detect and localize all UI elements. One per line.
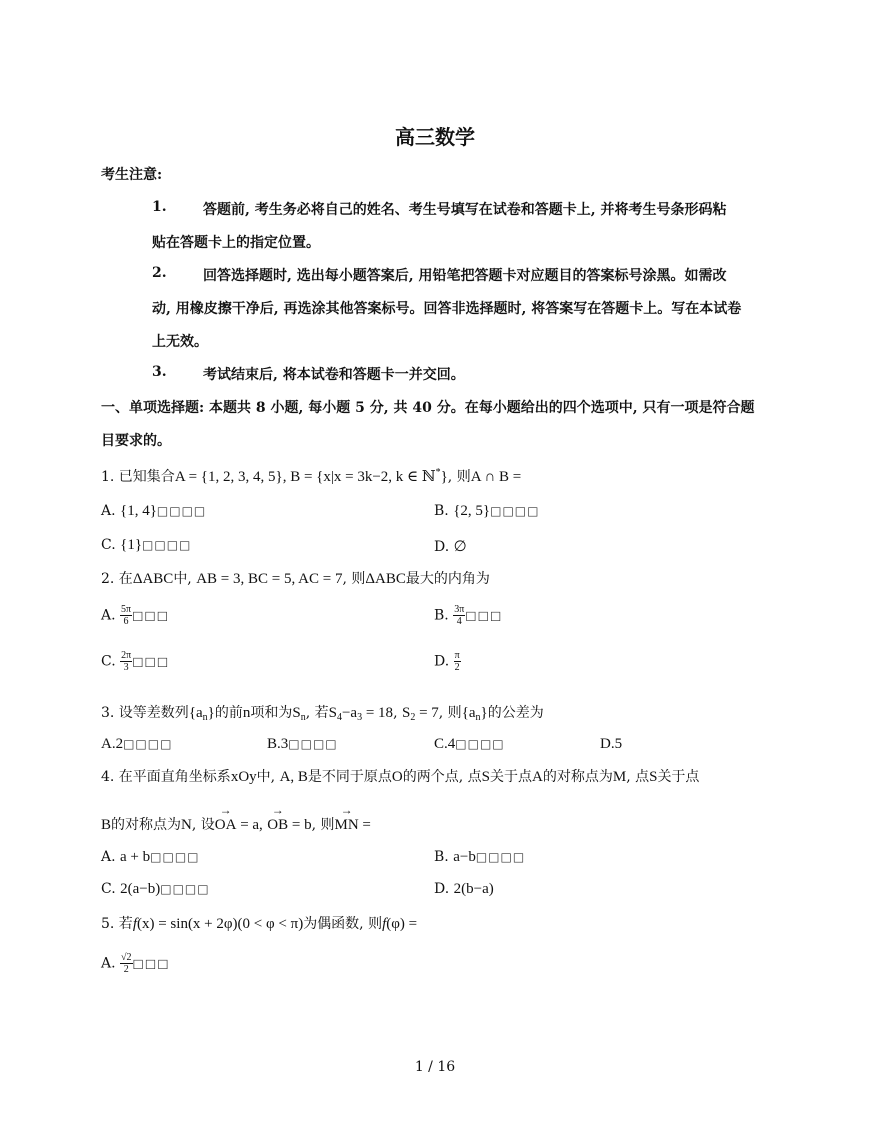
question-4-text: , 设 — [191, 817, 215, 833]
q3-option-c — [434, 736, 505, 753]
q1-option-d — [434, 537, 467, 556]
sequence-close: } — [480, 705, 488, 721]
notice-item-2-number: 2. — [152, 265, 167, 281]
notice-item-1-number: 1. — [152, 199, 167, 215]
option-value: ∅ — [453, 539, 467, 555]
notice-item-3-number: 3. — [152, 364, 167, 380]
fraction — [453, 604, 465, 627]
denominator: 2 — [123, 964, 129, 975]
placeholder-boxes: □□□□ — [455, 737, 505, 751]
section-1-heading-line-2: 目要求的。 — [101, 433, 171, 449]
question-5 — [101, 913, 417, 933]
set-b: , B = {x|x = 3k−2, k ∈ ℕ — [282, 469, 436, 485]
notice-item-1-line-2: 贴在答题卡上的指定位置。 — [152, 235, 320, 251]
q1-option-c — [101, 537, 191, 554]
condition-2: = 7 — [415, 705, 439, 721]
point-s: S — [649, 769, 658, 785]
question-1 — [101, 466, 521, 486]
option-label: A. — [101, 849, 116, 865]
denominator: 2 — [454, 662, 460, 673]
notice-item-2-line-1: 回答选择题时, 选出每小题答案后, 用铅笔把答题卡对应题目的答案标号涂黑。如需改 — [203, 268, 727, 284]
page-number: 1 / 16 — [414, 1059, 456, 1075]
question-2-prefix: 2. 在 — [101, 571, 133, 587]
placeholder-boxes: □□□□ — [288, 737, 338, 751]
q4-option-a — [101, 849, 200, 866]
option-label: A. — [101, 503, 116, 519]
question-1-then: , 则 — [447, 469, 471, 485]
subscript: 4 — [336, 712, 342, 723]
sum-symbol: S — [292, 705, 301, 721]
q2-option-b — [434, 604, 502, 627]
q1-option-b — [434, 503, 539, 520]
points-a-b: A, B — [279, 769, 308, 785]
option-value: 2(a−b) — [120, 881, 161, 897]
q3-option-d — [600, 736, 622, 753]
variable-n: n — [242, 705, 251, 721]
fraction — [120, 952, 133, 975]
option-value: C.4 — [434, 736, 456, 752]
function-f: f — [382, 916, 387, 932]
numerator: 2π — [121, 650, 132, 661]
question-5-prefix: 5. 若 — [101, 916, 133, 932]
q3-option-a — [101, 736, 172, 753]
option-label: D. — [434, 653, 450, 670]
option-value: a + b — [120, 849, 151, 865]
option-label: B. — [434, 849, 449, 865]
question-4-text: 的两个点, 点 — [402, 769, 482, 785]
option-value: A.2 — [101, 736, 124, 752]
triangle-name: ΔABC — [365, 571, 406, 587]
question-3-prefix: 3. 设等差数列 — [101, 705, 189, 721]
option-value: 2(b−a) — [453, 881, 494, 897]
placeholder-boxes: □□□□ — [490, 504, 540, 518]
fraction — [454, 650, 461, 673]
denominator: 3 — [123, 662, 129, 673]
set-a: A = {1, 2, 3, 4, 5} — [174, 469, 283, 485]
placeholder-boxes: □□□□ — [475, 850, 526, 864]
option-value: {2, 5} — [453, 503, 491, 519]
sequence-subscript: n — [475, 712, 481, 723]
placeholder-boxes: □□□ — [132, 956, 170, 971]
condition-1: S — [328, 705, 337, 721]
numerator: 5π — [121, 604, 132, 615]
condition-1: = 18 — [362, 705, 394, 721]
function-expr: (φ) = — [386, 916, 418, 932]
option-value: {1} — [120, 537, 143, 553]
option-label: C. — [101, 653, 116, 670]
point-a: A — [532, 769, 543, 785]
question-4-then: , 则 — [311, 817, 335, 833]
vector-ob: → OB — [267, 817, 288, 834]
question-4-text: 的对称点为 — [542, 769, 613, 785]
function-expr: (x) = sin(x + 2φ)(0 < φ < π) — [136, 916, 304, 932]
question-4-text: , 点 — [626, 769, 650, 785]
question-3-text: 项和为 — [250, 705, 293, 721]
option-label: C. — [101, 537, 116, 553]
question-2-then: , 则 — [342, 571, 366, 587]
question-3-then: , 则 — [438, 705, 462, 721]
coordinate-system: xOy — [230, 769, 257, 785]
numerator: √2 — [121, 952, 132, 963]
question-4-text: 关于点 — [490, 769, 532, 785]
question-4-line-1 — [101, 766, 699, 786]
vector-eq: = b — [288, 817, 312, 833]
point-b: B — [101, 817, 112, 833]
question-4-text: 中, — [256, 769, 276, 785]
option-label: A. — [101, 955, 116, 972]
question-4-line-2 — [101, 814, 371, 834]
option-label: A. — [101, 607, 116, 624]
condition-1: −a — [341, 705, 358, 721]
fraction — [120, 604, 132, 627]
sequence-close: } — [207, 705, 215, 721]
point-s: S — [481, 769, 490, 785]
question-5-text: 为偶函数, 则 — [303, 916, 383, 932]
notice-item-3-line-1: 考试结束后, 将本试卷和答题卡一并交回。 — [203, 367, 465, 383]
condition-2: S — [401, 705, 411, 721]
option-value: D.5 — [600, 736, 623, 752]
placeholder-boxes: □□□ — [132, 608, 170, 623]
placeholder-boxes: □□□□ — [160, 882, 210, 896]
notice-item-1-line-1: 答题前, 考生务必将自己的姓名、考生号填写在试卷和答题卡上, 并将考生号条形码粘 — [203, 202, 727, 218]
option-value: {1, 4} — [120, 503, 157, 519]
placeholder-boxes: □□□ — [465, 608, 503, 623]
option-label: D. — [434, 539, 450, 555]
section-1-heading-line-1: 一、单项选择题: 本题共 8 小题, 每小题 5 分, 共 40 分。在每小题给出的四个选项中, 只有一项是符合题 — [101, 400, 755, 416]
sequence-open: {a — [461, 705, 476, 721]
vector-eq: = a, — [236, 817, 263, 833]
q4-option-c — [101, 881, 210, 898]
sequence-open: {a — [188, 705, 203, 721]
question-3-suffix: 的公差为 — [487, 705, 544, 721]
question-4-prefix: 4. 在平面直角坐标系 — [101, 769, 231, 785]
placeholder-boxes: □□□□ — [150, 850, 200, 864]
q2-option-c — [101, 650, 169, 673]
question-2-suffix: 最大的内角为 — [405, 571, 490, 587]
numerator: π — [454, 650, 460, 661]
q3-option-b — [267, 736, 338, 753]
option-label: B. — [434, 503, 449, 519]
side-lengths: AB = 3, BC = 5, AC = 7 — [196, 571, 343, 587]
triangle-name: ΔABC — [132, 571, 174, 587]
question-3 — [101, 702, 544, 723]
fraction — [120, 650, 132, 673]
vector-eq: = — [358, 817, 371, 833]
vector-mn: → MN — [334, 817, 358, 834]
point-m: M — [612, 769, 627, 785]
sequence-subscript: n — [202, 712, 208, 723]
function-f: f — [132, 916, 137, 932]
denominator: 6 — [123, 616, 129, 627]
set-b-star: * — [435, 467, 441, 478]
placeholder-boxes: □□□□ — [123, 737, 173, 751]
subscript: 2 — [410, 712, 416, 723]
sum-subscript: n — [300, 712, 306, 723]
denominator: 4 — [456, 616, 462, 627]
page-title: 高三数学 — [395, 125, 475, 149]
set-b-close: } — [440, 469, 448, 485]
question-1-prefix: 1. 已知集合 — [101, 469, 175, 485]
option-label: D. — [434, 881, 450, 897]
q4-option-b — [434, 849, 525, 866]
question-4-text: 关于点 — [657, 769, 700, 785]
notice-heading: 考生注意: — [101, 167, 163, 183]
q5-option-a — [101, 952, 170, 975]
question-2 — [101, 568, 490, 588]
question-2-text: 中, — [173, 571, 192, 587]
placeholder-boxes: □□□□ — [142, 538, 192, 552]
notice-item-2-line-3: 上无效。 — [152, 334, 208, 350]
option-label: B. — [434, 607, 449, 624]
q2-option-d — [434, 650, 461, 673]
comma: , — [393, 705, 398, 721]
placeholder-boxes: □□□ — [132, 654, 170, 669]
subscript: 3 — [357, 712, 363, 723]
point-o: O — [391, 769, 403, 785]
intersection-expr: A ∩ B = — [470, 469, 522, 485]
q1-option-a — [101, 503, 206, 520]
notice-item-2-line-2: 动, 用橡皮擦干净后, 再选涂其他答案标号。回答非选择题时, 将答案写在答题卡上。写在本试卷 — [152, 301, 742, 317]
option-label: C. — [101, 881, 116, 897]
option-value: B.3 — [267, 736, 289, 752]
question-4-text: 是不同于原点 — [307, 769, 392, 785]
question-3-text: 的前 — [214, 705, 243, 721]
option-value: a−b — [453, 849, 476, 865]
vector-oa: → OA — [215, 817, 237, 834]
point-n: N — [181, 817, 192, 833]
placeholder-boxes: □□□□ — [156, 504, 207, 518]
numerator: 3π — [454, 604, 465, 615]
q4-option-d — [434, 881, 494, 898]
question-3-text: , 若 — [305, 705, 329, 721]
question-4-text: 的对称点为 — [111, 817, 182, 833]
q2-option-a — [101, 604, 169, 627]
